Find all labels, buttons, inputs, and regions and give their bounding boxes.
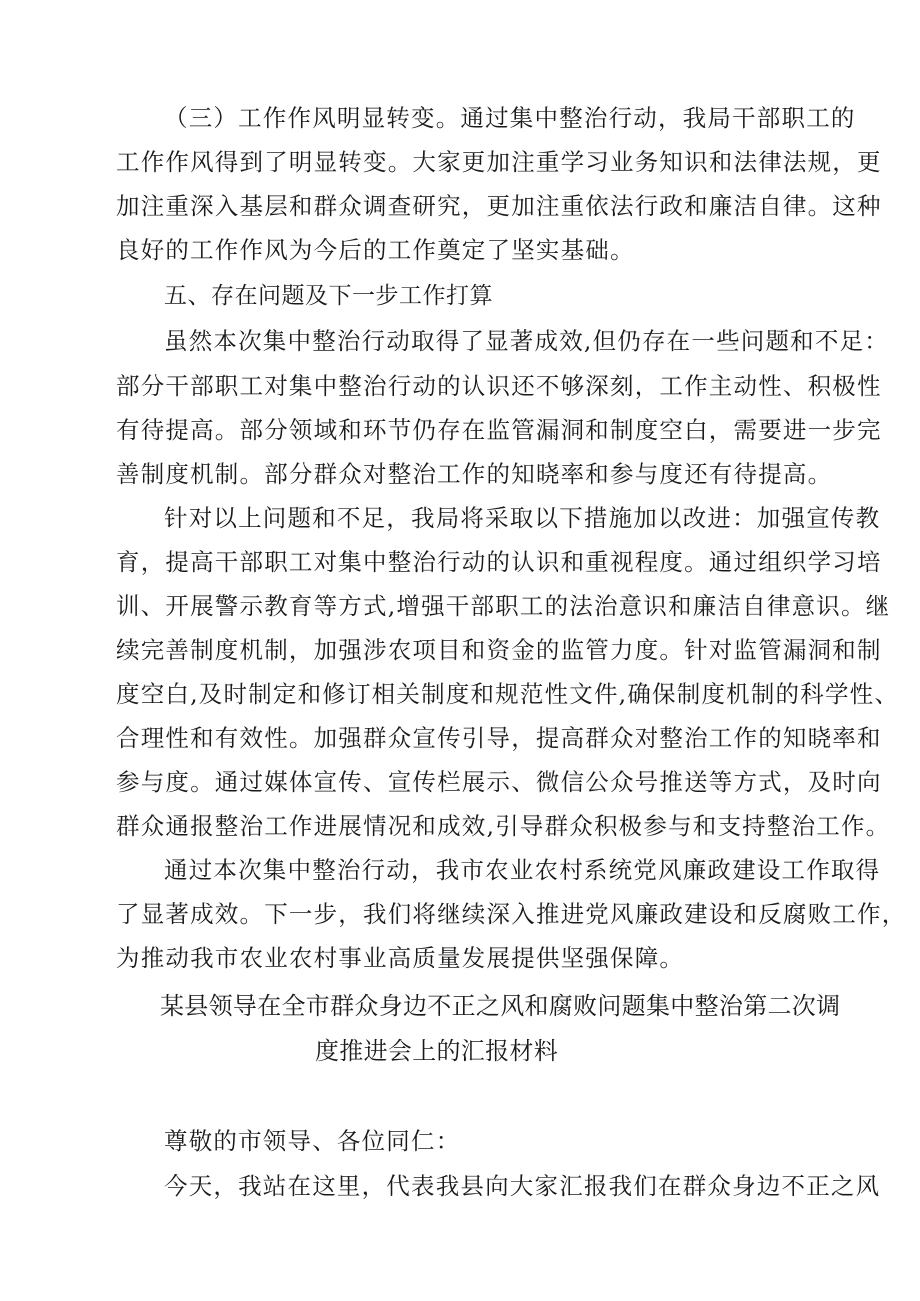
section5-para2-line-2: 育，提高干部职工对集中整治行动的认识和重视程度。通过组织学习培: [116, 548, 882, 576]
section3-line-1: （三）工作作风明显转变。通过集中整治行动，我局干部职工的: [164, 104, 856, 132]
section5-para2-line-8: 群众通报整治工作进展情况和成效,引导群众积极参与和支持整治工作。: [116, 812, 891, 840]
section5-para3-line-2: 了显著成效。下一步，我们将继续深入推进党风廉政建设和反腐败工作，: [116, 900, 907, 928]
report-title-line-1: 某县领导在全市群众身边不正之风和腐败问题集中整治第二次调: [160, 992, 841, 1020]
section3-line-4: 良好的工作作风为今后的工作奠定了坚实基础。: [116, 236, 635, 264]
report-title-line-2: 度推进会上的汇报材料: [315, 1037, 558, 1065]
section5-para2-line-7: 参与度。通过媒体宣传、宣传栏展示、微信公众号推送等方式，及时向: [116, 768, 882, 796]
section5-para1-line-1: 虽然本次集中整治行动取得了显著成效,但仍存在一些问题和不足：: [164, 327, 889, 355]
section3-line-3: 加注重深入基层和群众调查研究，更加注重依法行政和廉洁自律。这种: [116, 192, 882, 220]
section5-para2-line-6: 合理性和有效性。加强群众宣传引导，提高群众对整治工作的知晓率和: [116, 724, 882, 752]
section5-heading: 五、存在问题及下一步工作打算: [164, 283, 493, 309]
section5-para2-line-4: 续完善制度机制，加强涉农项目和资金的监管力度。针对监管漏洞和制: [116, 636, 882, 664]
report-opening-line-1: 今天，我站在这里，代表我县向大家汇报我们在群众身边不正之风: [164, 1172, 881, 1200]
section5-para2-line-1: 针对以上问题和不足，我局将采取以下措施加以改进：加强宣传教: [164, 504, 881, 532]
section5-para2-line-3: 训、开展警示教育等方式,增强干部职工的法治意识和廉洁自律意识。继: [116, 592, 891, 620]
section5-para1-line-3: 有待提高。部分领域和环节仍存在监管漏洞和制度空白，需要进一步完: [116, 416, 882, 444]
section5-para1-line-4: 善制度机制。部分群众对整治工作的知晓率和参与度还有待提高。: [116, 460, 833, 488]
section5-para2-line-5: 度空白,及时制定和修订相关制度和规范性文件,确保制度机制的科学性、: [116, 680, 900, 708]
report-salutation: 尊敬的市领导、各位同仁：: [164, 1127, 461, 1155]
section5-para1-line-2: 部分干部职工对集中整治行动的认识还不够深刻，工作主动性、积极性: [116, 372, 882, 400]
section5-para3-line-3: 为推动我市农业农村事业高质量发展提供坚强保障。: [116, 944, 685, 972]
section5-para3-line-1: 通过本次集中整治行动，我市农业农村系统党风廉政建设工作取得: [164, 856, 881, 884]
section3-line-2: 工作作风得到了明显转变。大家更加注重学习业务知识和法律法规，更: [116, 148, 882, 176]
